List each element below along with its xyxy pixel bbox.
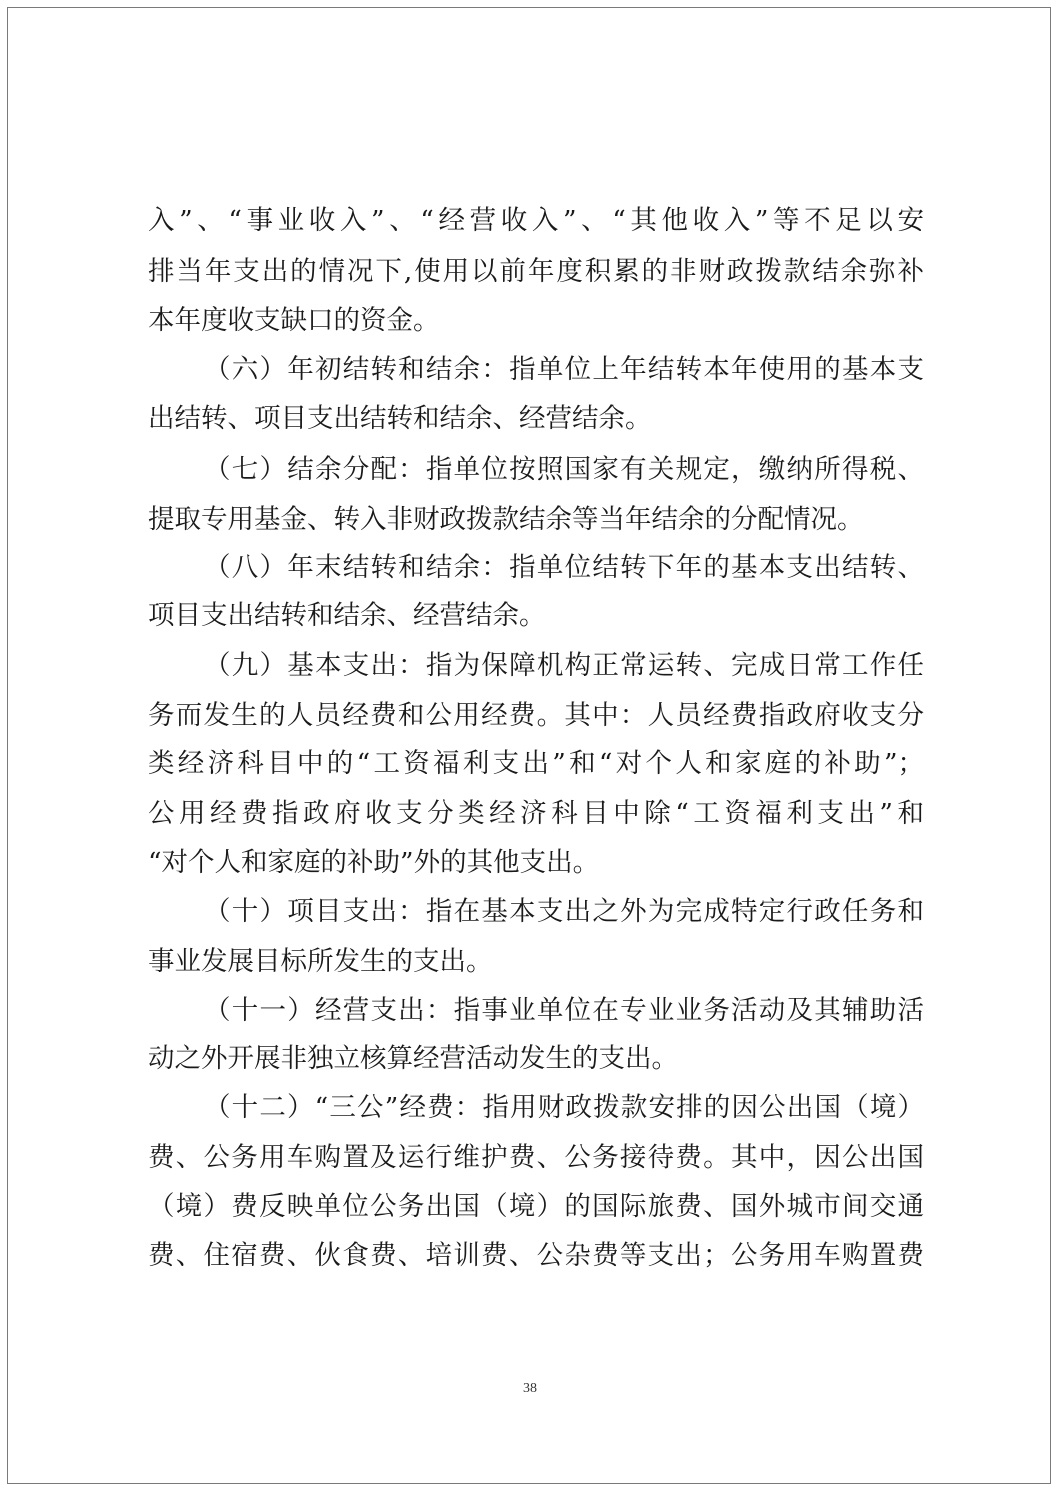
body-text-line: 费、住宿费、伙食费、培训费、公杂费等支出；公务用车购置费 — [148, 1240, 924, 1271]
paragraph-heading-line: （七）结余分配：指单位按照国家有关规定，缴纳所得税、 — [204, 454, 924, 485]
page-number: 38 — [523, 1381, 537, 1396]
body-text-line: 入”、“事业收入”、“经营收入”、“其他收入”等不足以安 — [148, 205, 924, 236]
body-text-line: 类经济科目中的“工资福利支出”和“对个人和家庭的补助”； — [148, 748, 924, 779]
body-text-line: 出结转、项目支出结转和结余、经营结余。 — [148, 403, 652, 434]
paragraph-heading-line: （六）年初结转和结余：指单位上年结转本年使用的基本支 — [204, 354, 924, 385]
body-text-line: 务而发生的人员经费和公用经费。其中：人员经费指政府收支分 — [148, 700, 924, 731]
body-text-line: 本年度收支缺口的资金。 — [148, 305, 440, 336]
body-text-line: 公用经费指政府收支分类经济科目中除“工资福利支出”和 — [148, 798, 924, 829]
paragraph-heading-line: （八）年末结转和结余：指单位结转下年的基本支出结转、 — [204, 552, 924, 583]
body-text-line: 费、公务用车购置及运行维护费、公务接待费。其中，因公出国 — [148, 1142, 924, 1173]
body-text-line: （境）费反映单位公务出国（境）的国际旅费、国外城市间交通 — [148, 1191, 924, 1222]
paragraph-heading-line: （九）基本支出：指为保障机构正常运转、完成日常工作任 — [204, 650, 924, 681]
body-text-line: “对个人和家庭的补助”外的其他支出。 — [148, 847, 600, 878]
body-text-line: 排当年支出的情况下,使用以前年度积累的非财政拨款结余弥补 — [148, 256, 924, 287]
body-text-line: 动之外开展非独立核算经营活动发生的支出。 — [148, 1043, 678, 1074]
body-text-line: 提取专用基金、转入非财政拨款结余等当年结余的分配情况。 — [148, 504, 864, 535]
paragraph-heading-line: （十二）“三公”经费：指用财政拨款安排的因公出国（境） — [204, 1092, 924, 1123]
paragraph-heading-line: （十）项目支出：指在基本支出之外为完成特定行政任务和 — [204, 896, 924, 927]
body-text-line: 事业发展目标所发生的支出。 — [148, 946, 493, 977]
paragraph-heading-line: （十一）经营支出：指事业单位在专业业务活动及其辅助活 — [204, 995, 924, 1026]
body-text-line: 项目支出结转和结余、经营结余。 — [148, 600, 546, 631]
